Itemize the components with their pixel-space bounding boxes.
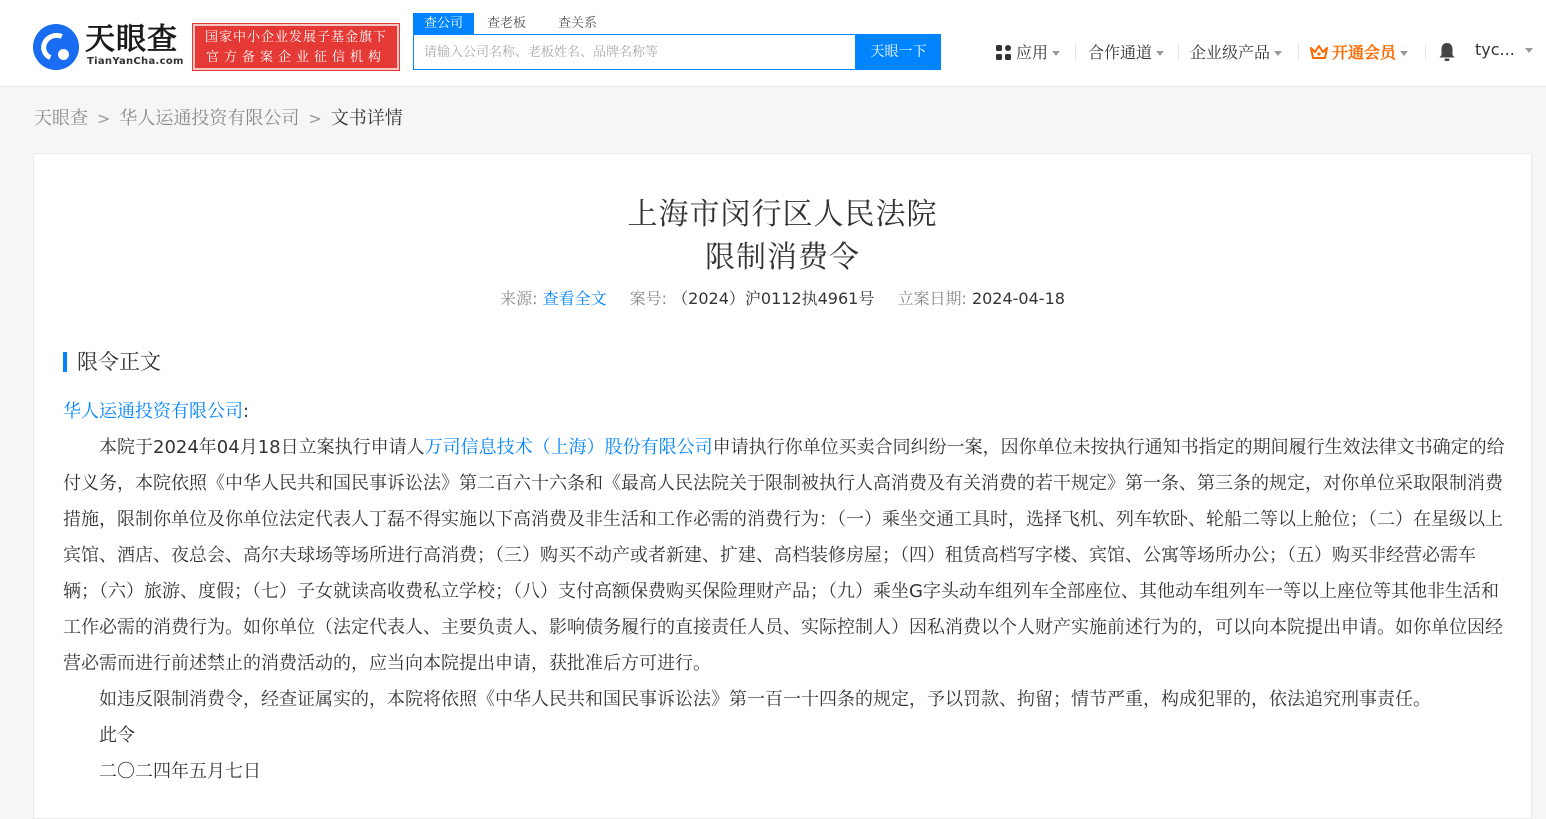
document-type: 限制消费令 <box>705 240 860 275</box>
search-area <box>413 12 941 70</box>
section-title <box>63 350 161 374</box>
paragraph-main-rest: 申请执行你单位买卖合同纠纷一案，因你单位未按执行通知书指定的期间履行生效法律文书确定的给付义务，本院依照《中华人民共和国民事诉讼法》第二百六十六条和《最高人民法院关于限制被执行人高消费及有关消费的若干规定》第一条、第三条的规定，对你单位采取限制消费措施，限制你单位及你单位法定代表人丁磊不得实施以下高消费及非生活和工作必需的消费行为：（一）乘坐交通工具时，选择飞机、列车软卧、轮船二等以上舱位；（二）在星级以上宾馆、酒店、夜总会、高尔夫球场等场所进行高消费；（三）购买不动产或者新建、扩建、高档装修房屋；（四）租赁高档写字楼、宾馆、公寓等场所办公；（五）购买非经营必需车辆；（六）旅游、度假；（七）子女就读高收费私立学校；（八）支付高额保费购买保险理财产品；（九）乘坐G字头动车组列车全部座位、其他动车组列车一等以上座位等其他非生活和工作必需的消费行为。如你单位（法定代表人、主要负责人、影响债务履行的直接责任人员、实际控制人）因私消费以个人财产实施前述行为的，可以向本院提出申请。如你单位因经营必需而进行前述禁止的消费活动的，应当向本院提出申请，获批准后方可进行。 <box>63 437 1505 674</box>
document-body <box>63 394 1507 790</box>
search-tabs <box>413 12 618 34</box>
view-fulltext-link[interactable]: 查看全文 <box>542 289 607 308</box>
document-card <box>33 153 1532 819</box>
chevron-down-icon <box>1400 51 1408 56</box>
case-number-label: 案号: <box>629 289 668 308</box>
nav-enterprise-label: 企业级产品 <box>1190 43 1271 62</box>
search-input[interactable] <box>414 35 854 69</box>
filing-date: 2024-04-18 <box>971 289 1065 308</box>
tianyancha-logo[interactable] <box>33 24 183 72</box>
nav-vip-label: 开通会员 <box>1332 43 1397 62</box>
paragraph-main-start: 本院于2024年04月18日立案执行申请人 <box>99 437 425 458</box>
document-meta <box>34 288 1531 310</box>
paragraph-date: 二〇二四年五月七日 <box>99 761 261 782</box>
chevron-down-icon <box>1274 51 1282 56</box>
tab-company[interactable]: 查公司 <box>413 13 474 35</box>
paragraph-main <box>63 430 1507 682</box>
credential-banner[interactable] <box>193 24 399 70</box>
addressee-line <box>63 394 1507 430</box>
breadcrumb-company[interactable]: 华人运通投资有限公司 <box>119 108 300 129</box>
breadcrumb-home[interactable]: 天眼查 <box>34 108 88 129</box>
nav-user[interactable] <box>1475 40 1533 64</box>
search-button[interactable]: 天眼一下 <box>856 34 941 70</box>
logo-mark-icon <box>33 24 79 70</box>
chevron-down-icon <box>1052 51 1060 56</box>
chevron-down-icon <box>1156 51 1164 56</box>
paragraph-order: 此令 <box>99 725 135 746</box>
nav-coop-label: 合作通道 <box>1088 43 1153 62</box>
tab-relation[interactable]: 查关系 <box>558 16 598 31</box>
addressee-suffix: : <box>243 401 250 422</box>
section-marker <box>63 352 67 372</box>
breadcrumb <box>34 106 403 132</box>
nav-divider <box>1298 44 1299 60</box>
top-header <box>0 0 1546 87</box>
nav-apps[interactable] <box>995 40 1060 64</box>
case-number: （2024）沪0112执4961号 <box>672 289 875 308</box>
filing-date-label: 立案日期: <box>897 289 967 308</box>
bell-icon[interactable] <box>1438 42 1456 62</box>
nav-divider <box>1178 44 1179 60</box>
paragraph-warning: 如违反限制消费令，经查证属实的，本院将依照《中华人民共和国民事诉讼法》第一百一十四条的规定，予以罚款、拘留；情节严重，构成犯罪的，依法追究刑事责任。 <box>99 689 1431 710</box>
chevron-right-icon: > <box>308 109 322 128</box>
nav-enterprise[interactable] <box>1190 40 1282 64</box>
apps-icon <box>995 44 1012 61</box>
nav-apps-label: 应用 <box>1016 43 1049 62</box>
addressee-company-link[interactable]: 华人运通投资有限公司 <box>63 401 243 422</box>
applicant-company-link[interactable]: 万司信息技术（上海）股份有限公司 <box>424 437 713 458</box>
chevron-down-icon <box>1525 48 1533 53</box>
breadcrumb-current: 文书详情 <box>330 108 403 129</box>
source-label: 来源: <box>500 289 538 308</box>
nav-vip[interactable] <box>1310 40 1408 64</box>
nav-cooperation[interactable] <box>1088 40 1164 64</box>
user-name: tyc... <box>1475 40 1515 59</box>
nav-divider <box>1425 44 1426 60</box>
section-title-text: 限令正文 <box>77 350 161 374</box>
court-name: 上海市闵行区人民法院 <box>627 197 938 232</box>
nav-divider <box>1075 44 1076 60</box>
banner-line2: 官方备案企业征信机构 <box>205 50 386 65</box>
banner-line1: 国家中小企业发展子基金旗下 <box>204 30 387 45</box>
logo-name: 天眼查 <box>85 22 178 57</box>
logo-url: TianYanCha.com <box>87 56 184 67</box>
tab-boss[interactable]: 查老板 <box>487 16 527 31</box>
search-box <box>413 34 856 70</box>
crown-icon <box>1310 44 1328 60</box>
chevron-right-icon: > <box>97 109 111 128</box>
